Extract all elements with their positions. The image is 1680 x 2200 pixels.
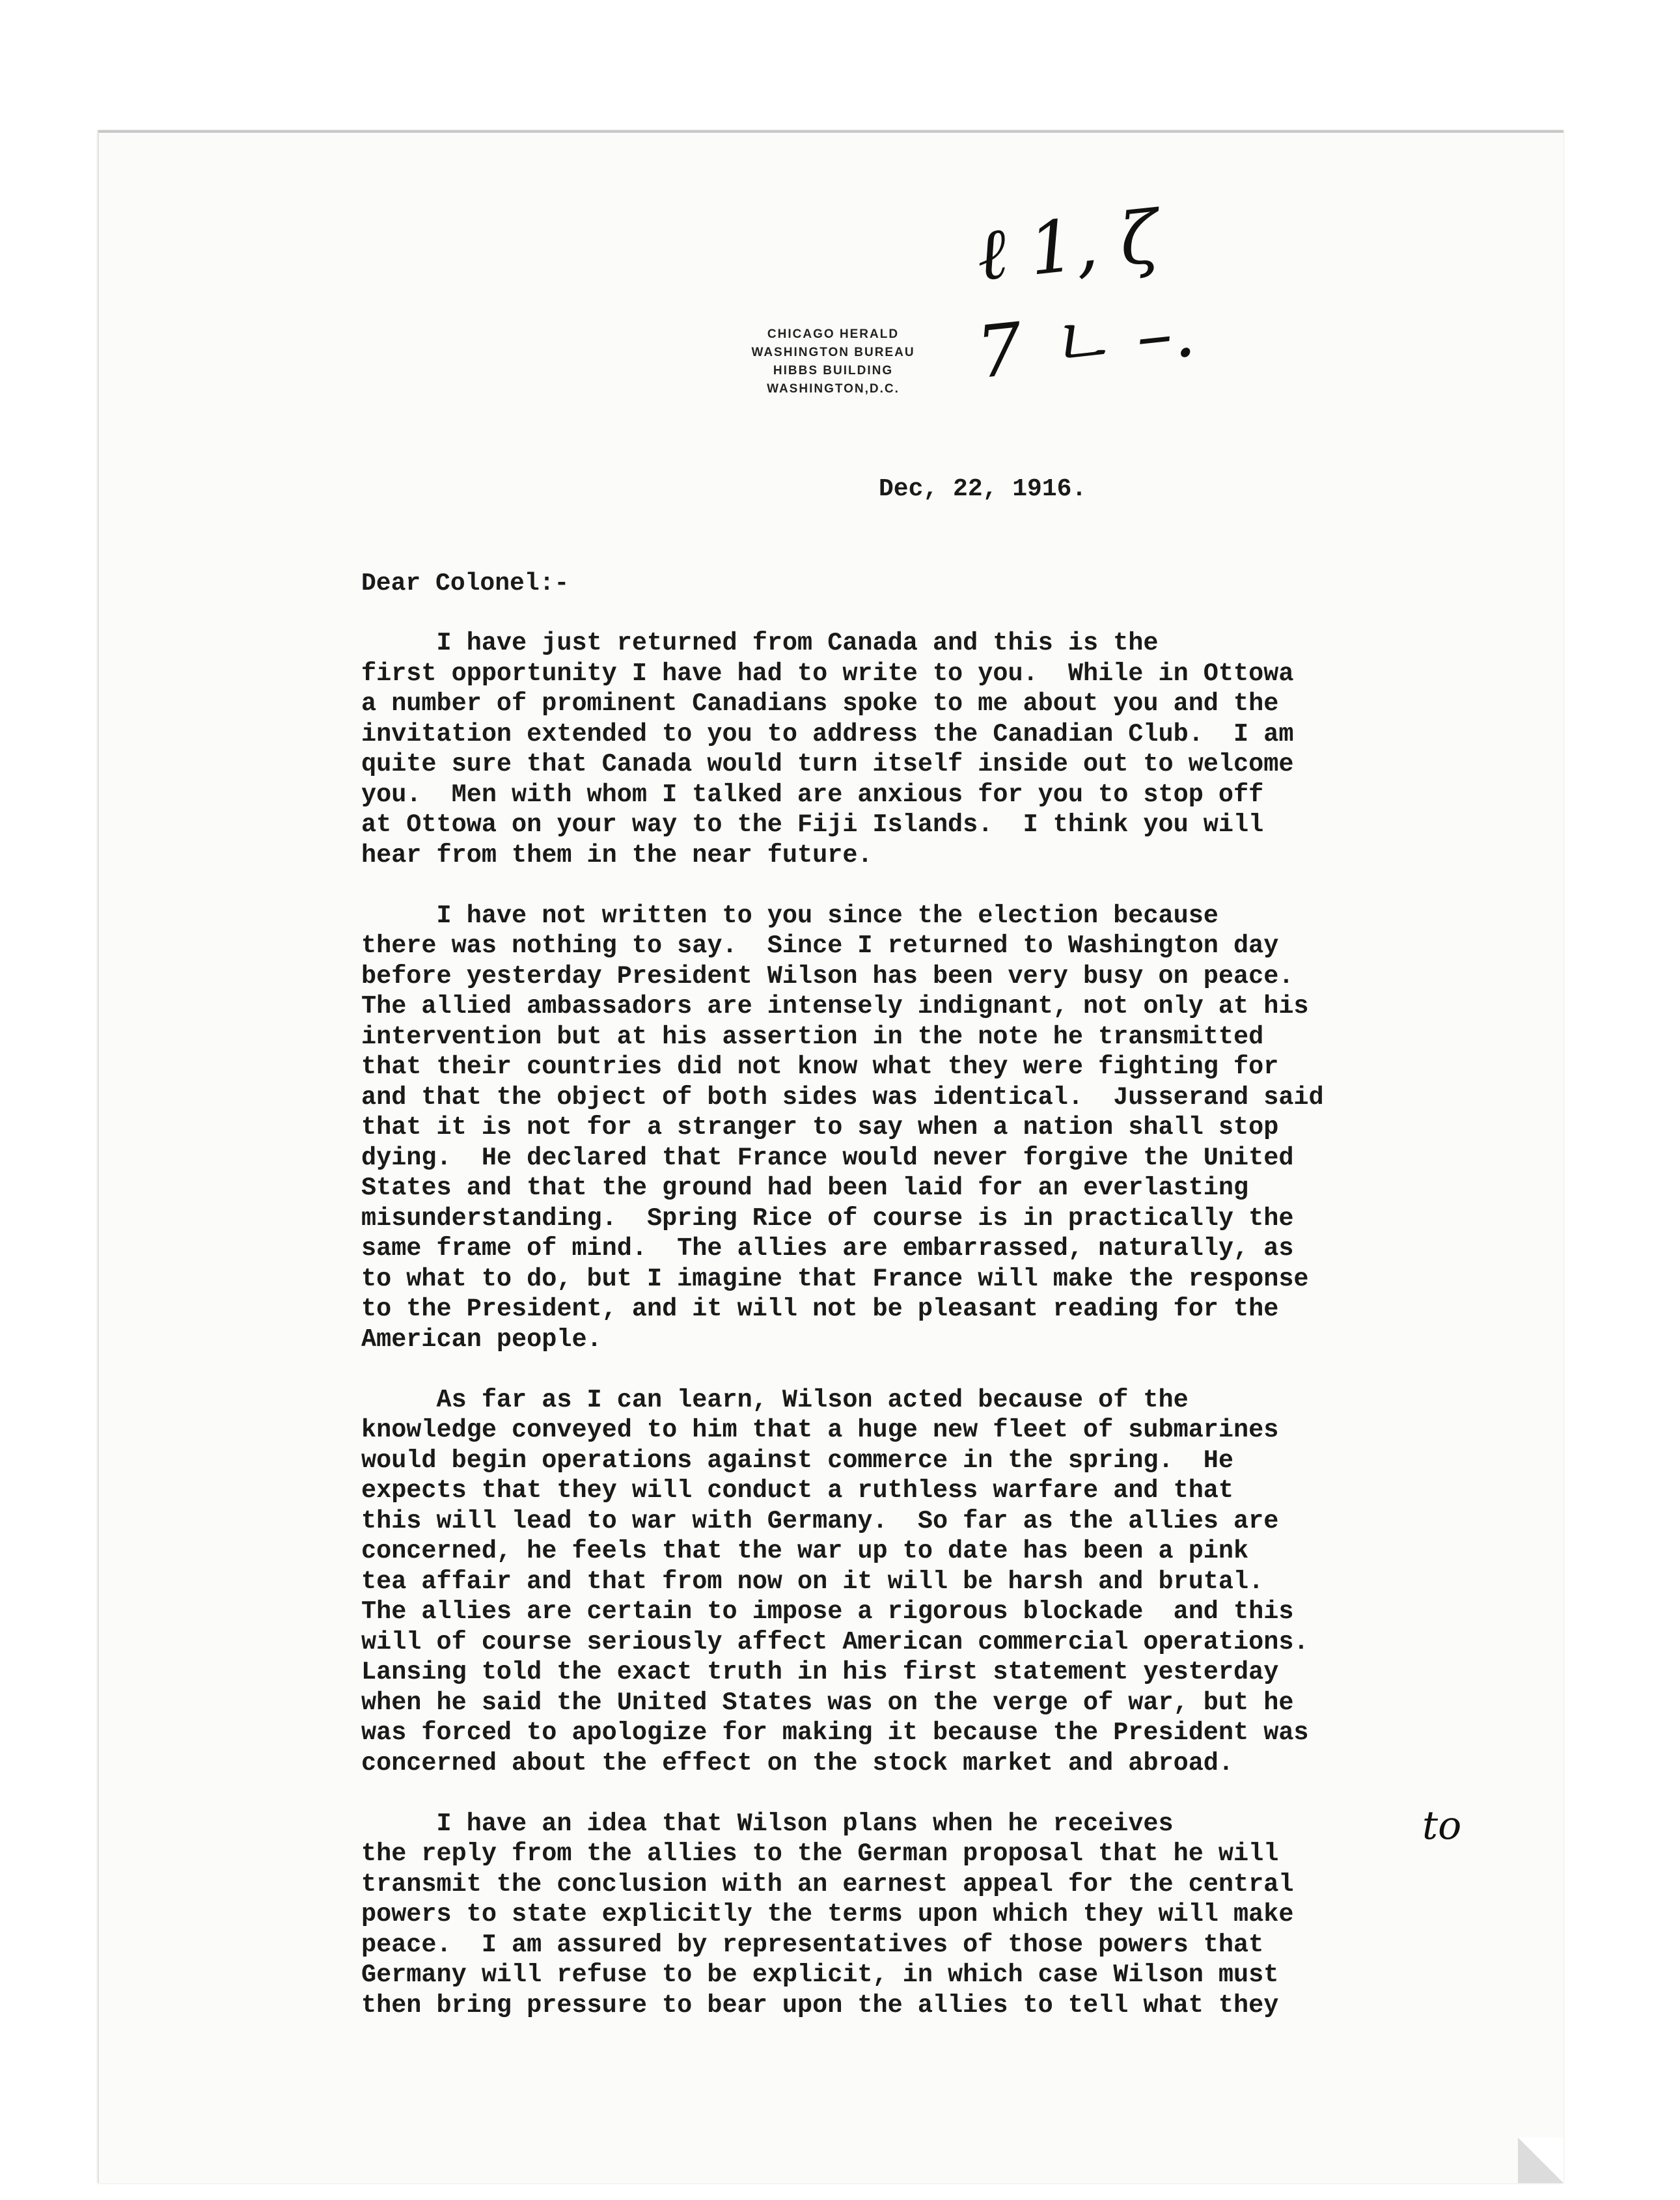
text-line: was forced to apologize for making it because the President was [361,1718,1309,1747]
letterhead-line: HIBBS BUILDING [773,364,894,378]
folded-corner [1518,2138,1563,2183]
text-line: the reply from the allies to the German proposal that he will [361,1839,1279,1868]
text-line: this will lead to war with Germany. So far as the allies are [361,1506,1279,1535]
text-line: before yesterday President Wilson has been very busy on peace. [361,961,1294,991]
text-line: Germany will refuse to be explicit, in which case Wilson must [361,1960,1279,1989]
text-line: expects that they will conduct a ruthless warfare and that [361,1476,1234,1505]
text-line: hear from them in the near future. [361,840,873,870]
letterhead [716,325,950,398]
text-line: you. Men with whom I talked are anxious for you to stop off [361,780,1264,809]
text-line: tea affair and that from now on it will be harsh and brutal. [361,1567,1264,1596]
letter-body [361,628,1435,2051]
text-line: powers to state explicitly the terms upon which they will make [361,1900,1294,1929]
letter-paragraph [361,628,1435,870]
salutation: Dear Colonel:- [361,570,570,598]
text-line: quite sure that Canada would turn itself inside out to welcome [361,750,1294,778]
letter-paragraph [361,1809,1435,2021]
text-line: dying. He declared that France would never forgive the United [361,1143,1294,1172]
text-line: intervention but at his assertion in the note he transmitted [361,1022,1264,1051]
margin-note: to [1422,1803,1462,1849]
text-line: transmit the conclusion with an earnest appeal for the central [361,1869,1294,1899]
text-line: The allied ambassadors are intensely indignant, not only at his [361,992,1309,1021]
text-line: would begin operations against commerce in the spring. He [361,1446,1234,1475]
handwritten-line: 7 ㄴ –. [972,288,1199,395]
letter-date: Dec, 22, 1916. [879,475,1087,503]
text-line: As far as I can learn, Wilson acted because of the [361,1385,1189,1414]
text-line: concerned about the effect on the stock market and abroad. [361,1748,1234,1778]
text-line: American people. [361,1325,602,1354]
text-line: concerned, he feels that the war up to date has been a pink [361,1537,1249,1565]
text-line: peace. I am assured by representatives of those powers that [361,1930,1264,1959]
text-line: will of course seriously affect American commercial operations. [361,1627,1309,1657]
handwritten-line: ℓ 1, ζ [972,195,1163,297]
text-line: States and that the ground had been laid for an everlasting [361,1174,1249,1202]
text-line: I have just returned from Canada and this is the [361,629,1159,657]
text-line: that their countries did not know what they were fighting for [361,1052,1279,1081]
text-line: when he said the United States was on the verge of war, but he [361,1688,1294,1717]
text-line: same frame of mind. The allies are embarrassed, naturally, as [361,1234,1294,1263]
text-line: I have an idea that Wilson plans when he receives [361,1809,1174,1838]
text-line: then bring pressure to bear upon the allies to tell what they [361,1990,1279,2020]
text-line: and that the object of both sides was identical. Jusserand said [361,1082,1324,1112]
text-line: that it is not for a stranger to say when a nation shall stop [361,1113,1279,1142]
text-line: invitation extended to you to address the Canadian Club. I am [361,719,1294,749]
text-line: knowledge conveyed to him that a huge new fleet of submarines [361,1416,1279,1444]
letter-paragraph [361,901,1435,1355]
text-line: The allies are certain to impose a rigorous blockade and this [361,1597,1294,1626]
text-line: to the President, and it will not be pleasant reading for the [361,1295,1279,1323]
letterhead-line: WASHINGTON BUREAU [751,346,915,359]
text-line: Lansing told the exact truth in his first statement yesterday [361,1658,1279,1686]
text-line: first opportunity I have had to write to you. While in Ottowa [361,659,1294,688]
text-line: I have not written to you since the election because [361,901,1219,930]
text-line: to what to do, but I imagine that France will make the response [361,1264,1309,1293]
letter-paragraph [361,1385,1435,1779]
text-line: at Ottowa on your way to the Fiji Islands. I think you will [361,810,1264,839]
letterhead-line: CHICAGO HERALD [767,327,900,341]
letterhead-line: WASHINGTON,D.C. [767,382,900,396]
text-line: misunderstanding. Spring Rice of course is in practically the [361,1203,1294,1233]
text-line: there was nothing to say. Since I returned to Washington day [361,931,1279,960]
handwritten-annotation [972,195,1199,395]
text-line: a number of prominent Canadians spoke to me about you and the [361,689,1279,718]
